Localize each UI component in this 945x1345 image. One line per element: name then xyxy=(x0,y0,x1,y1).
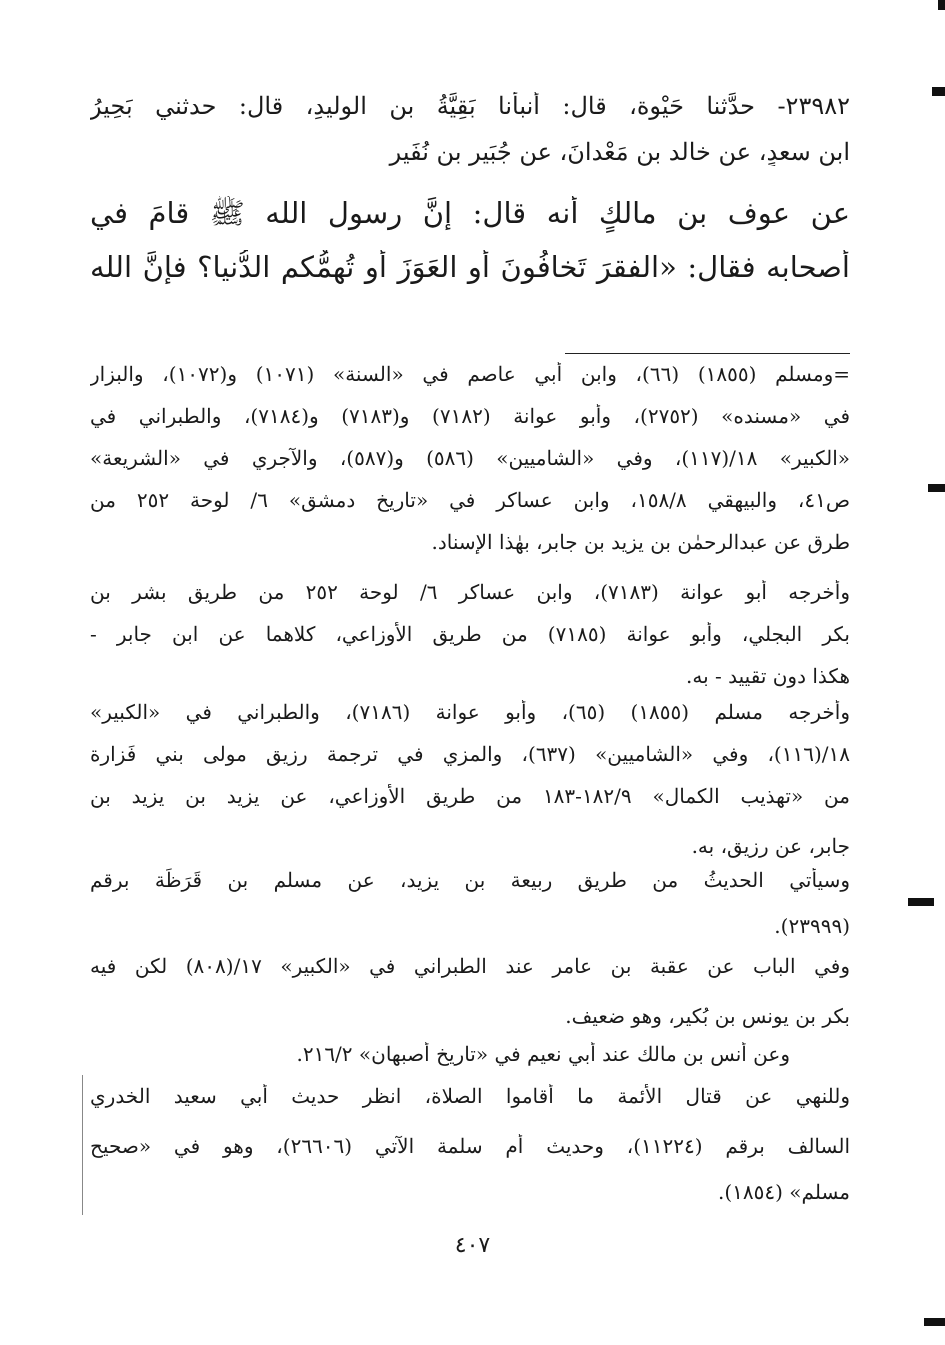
footnote-line: بكر البجلي، وأبو عوانة (٧١٨٥) من طريق الأوزاعي، كلاهما عن ابن جابر - xyxy=(90,622,850,646)
footnote-line: بكر بن يونس بن بُكير، وهو ضعيف. xyxy=(565,1004,850,1028)
footnote-line: ص٤١، والبيهقي ١٥٨/٨، وابن عساكر في «تاريخ دمشق» ٦/ لوحة ٢٥٢ من xyxy=(90,488,850,512)
footnote-line: مسلم» (١٨٥٤). xyxy=(717,1180,850,1204)
scan-margin-mark xyxy=(924,1318,945,1326)
scan-margin-mark xyxy=(938,0,945,10)
footnote-line: وللنهي عن قتال الأئمة ما أقاموا الصلاة، انظر حديث أبي سعيد الخدري xyxy=(90,1084,850,1108)
footnote-line: =ومسلم (١٨٥٥) (٦٦)، وابن أبي عاصم في «السنة» (١٠٧١) و(١٠٧٢)، والبزار xyxy=(90,362,850,386)
footnote-line: وسيأتي الحديثُ من طريق ربيعة بن يزيد، عن مسلم بن قَرَظَة برقم xyxy=(90,868,850,892)
footnote-line: وفي الباب عن عقبة بن عامر عند الطبراني في «الكبير» ١٧/(٨٠٨) لكن فيه xyxy=(90,954,850,978)
hadith-chain-line-1: ٢٣٩٨٢- حدَّثنا حَيْوة، قال: أَنبأنا بَقِيَّةُ بن الوليدِ، قال: حدثني بَحِيرُ xyxy=(90,92,850,120)
footnote-line: وأخرجه مسلم (١٨٥٥) (٦٥)، وأبو عوانة (٧١٨٦)، والطبراني في «الكبير» xyxy=(90,700,850,724)
footnote-line: في «مسنده» (٢٧٥٢)، وأبو عوانة (٧١٨٢) و(٧١٨٣) و(٧١٨٤)، والطبراني في xyxy=(90,404,850,428)
hadith-text-line-2: أصحابه فقال: «الفقرَ تَخافُونَ أو العَوَزَ أو تُهِمُّكم الدُّنيا؟ فإنَّ الله xyxy=(90,250,850,284)
footnote-line: (٢٣٩٩٩). xyxy=(774,914,850,938)
hadith-text-line-1: عن عوف بن مالكٍ أنه قال: إنَّ رسول الله ﷺ قامَ في xyxy=(90,196,850,230)
scan-margin-mark xyxy=(908,898,934,906)
footnote-line: السالف برقم (١١٢٢٤)، وحديث أم سلمة الآتي (٢٦٦٠٦)، وهو في «صحيح xyxy=(90,1134,850,1158)
footnote-line: ١٨/(١١٦)، وفي «الشاميين» (٦٣٧)، والمزي في ترجمة رزيق مولى بني فَزارة xyxy=(90,742,850,766)
footnote-line: طرق عن عبدالرحمٰن بن يزيد بن جابر، بهٰذا الإسناد. xyxy=(431,530,850,554)
footnote-line: وأخرجه أبو عوانة (٧١٨٣)، وابن عساكر ٦/ لوحة ٢٥٢ من طريق بشر بن xyxy=(90,580,850,604)
scan-margin-mark xyxy=(932,87,945,96)
footnote-line: «الكبير» ١٨/(١١٧)، وفي «الشاميين» (٥٨٦) و(٥٨٧)، والآجري في «الشريعة» xyxy=(90,446,850,470)
scan-margin-mark xyxy=(928,484,945,492)
footnote-line: من «تهذيب الكمال» ١٨٢/٩-١٨٣ من طريق الأوزاعي، عن يزيد بن يزيد بن xyxy=(90,784,850,808)
footnote-line: وعن أنس بن مالك عند أبي نعيم في «تاريخ أصبهان» ٢١٦/٢. xyxy=(296,1042,790,1066)
footnote-line: هكذا دون تقييد - به. xyxy=(686,664,850,688)
page-number: ٤٠٧ xyxy=(454,1233,491,1258)
footnote-line: جابر، عن رزيق، به. xyxy=(691,834,850,858)
hadith-chain-line-2: ابن سعدٍ، عن خالد بن مَعْدانَ، عن جُبَير بن نُفَير xyxy=(389,138,850,166)
footnote-separator xyxy=(565,353,850,354)
scan-artifact-line xyxy=(82,1075,83,1215)
